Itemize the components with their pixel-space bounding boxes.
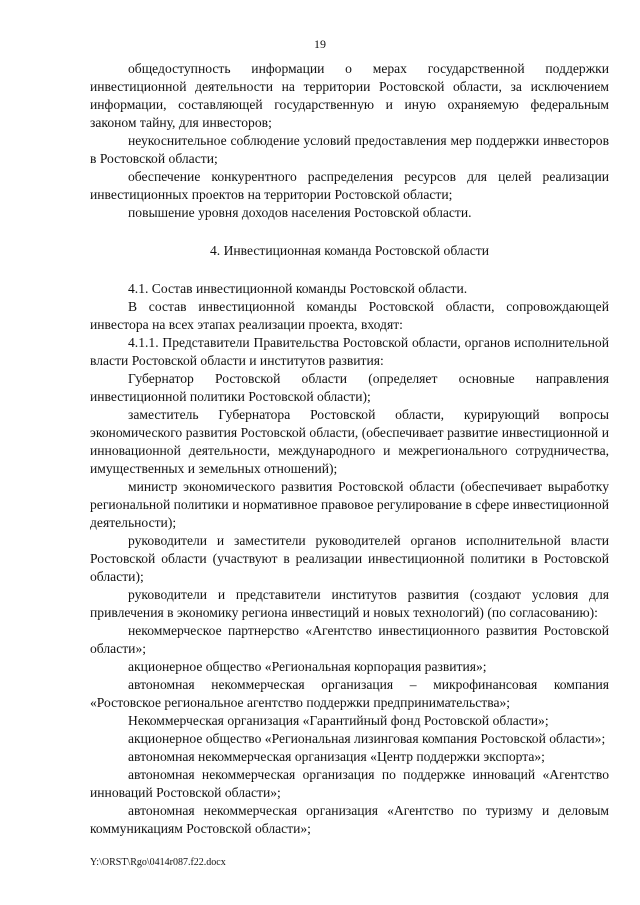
document-body xyxy=(90,60,609,838)
paragraph: общедоступность информации о мерах государственной поддержки инвестиционной деятельности на территории Ростовской области, за исключением информации, составляющей государственную и иную охраняемую федеральным законом тайну, для инвесторов; xyxy=(90,61,609,130)
paragraph: обеспечение конкурентного распределения ресурсов для целей реализации инвестиционных проектов на территории Ростовской области; xyxy=(90,169,609,202)
section-heading: 4. Инвестиционная команда Ростовской области xyxy=(210,243,489,258)
paragraph: автономная некоммерческая организация по поддержке инноваций «Агентство инноваций Ростовской области»; xyxy=(90,767,609,800)
paragraph: автономная некоммерческая организация «Агентство по туризму и деловым коммуникациям Ростовской области»; xyxy=(90,803,609,836)
paragraph: 4.1.1. Представители Правительства Ростовской области, органов исполнительной власти Ростовской области и институтов развития: xyxy=(90,335,609,368)
paragraph: повышение уровня доходов населения Ростовской области. xyxy=(128,205,472,220)
paragraph: Некоммерческая организация «Гарантийный фонд Ростовской области»; xyxy=(128,713,549,728)
paragraph: автономная некоммерческая организация – микрофинансовая компания «Ростовское региональное агентство поддержки предпринимательства»; xyxy=(90,677,609,710)
paragraph: акционерное общество «Региональная корпорация развития»; xyxy=(128,659,487,674)
page-number: 19 xyxy=(314,37,326,51)
paragraph: В состав инвестиционной команды Ростовской области, сопровождающей инвестора на всех этапах реализации проекта, входят: xyxy=(90,299,609,332)
footer-file-path: Y:\ORST\Rgo\0414r087.f22.docx xyxy=(90,857,226,868)
paragraph: заместитель Губернатора Ростовской области, курирующий вопросы экономического развития Ростовской области, (обеспечивает развитие инвестиционной и инновационной деятельности, международного и межрегионального сотрудничества, имущественных и земельных отношений); xyxy=(90,407,609,476)
paragraph: руководители и заместители руководителей органов исполнительной власти Ростовской области (участвуют в реализации инвестиционной политики в Ростовской области); xyxy=(90,533,609,584)
paragraph: 4.1. Состав инвестиционной команды Ростовской области. xyxy=(128,281,468,296)
paragraph: акционерное общество «Региональная лизинговая компания Ростовской области»; xyxy=(128,731,606,746)
paragraph: неукоснительное соблюдение условий предоставления мер поддержки инвесторов в Ростовской области; xyxy=(90,133,609,166)
paragraph: некоммерческое партнерство «Агентство инвестиционного развития Ростовской области»; xyxy=(90,623,609,656)
paragraph: руководители и представители институтов развития (создают условия для привлечения в экономику региона инвестиций и новых технологий) (по согласованию): xyxy=(90,587,609,620)
paragraph: Губернатор Ростовской области (определяет основные направления инвестиционной политики Ростовской области); xyxy=(90,371,609,404)
paragraph: министр экономического развития Ростовской области (обеспечивает выработку региональной политики и нормативное правовое регулирование в сфере инвестиционной деятельности); xyxy=(90,479,609,530)
paragraph: автономная некоммерческая организация «Центр поддержки экспорта»; xyxy=(128,749,545,764)
